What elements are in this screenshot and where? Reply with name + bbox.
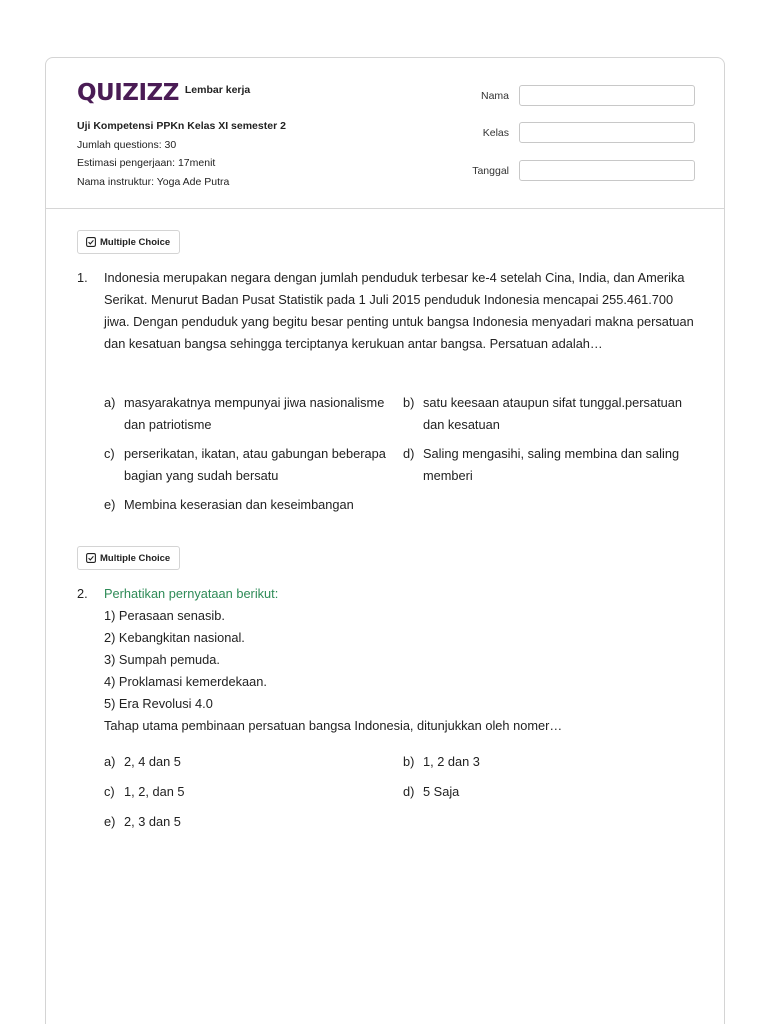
option-letter: e) [104, 497, 116, 512]
question-prompt: Tahap utama pembinaan persatuan bangsa Indonesia, ditunjukkan oleh nomer… [104, 718, 563, 733]
question-type-label: Multiple Choice [100, 552, 171, 564]
worksheet-header [46, 58, 724, 209]
option-text: 1, 2, dan 5 [124, 784, 185, 799]
statement-line: 1) Perasaan senasib. [104, 608, 225, 623]
quizizz-logo: QUIZIZZ [77, 80, 179, 106]
question-count: Jumlah questions: 30 [77, 138, 177, 151]
option-e[interactable] [104, 494, 604, 516]
option-c[interactable] [104, 443, 400, 487]
name-input[interactable] [519, 85, 695, 106]
question-2 [77, 583, 697, 737]
option-letter: d) [403, 446, 415, 461]
question-number: 2. [77, 586, 88, 601]
checkbox-icon [86, 237, 96, 247]
name-field-row [449, 85, 695, 106]
question-text: Indonesia merupakan negara dengan jumlah penduduk terbesar ke-4 setelah Cina, India, dan Amerika Serikat. Menurut Badan Pusat Statistik pada 1 Juli 2015 penduduk Indonesia mencapai 255.461.700 jiwa. Dengan penduduk yang begitu besar penting untuk bangsa Indonesia menyadari makna persatuan dan kesatuan bangsa sehingga terciptanya kerukuan antar bangsa. Persatuan adalah… [104, 270, 694, 351]
date-input[interactable] [519, 160, 695, 181]
worksheet [45, 57, 725, 1024]
option-e[interactable] [104, 811, 400, 833]
option-letter: a) [104, 395, 116, 410]
option-text: Membina keserasian dan keseimbangan [124, 497, 354, 512]
option-text: Saling mengasihi, saling membina dan saling memberi [423, 446, 680, 483]
class-input[interactable] [519, 122, 695, 143]
question-intro: Perhatikan pernyataan berikut: [104, 586, 279, 601]
option-letter: b) [403, 395, 415, 410]
statement-line: 3) Sumpah pemuda. [104, 652, 220, 667]
option-d[interactable] [403, 781, 699, 803]
instructor-name: Nama instruktur: Yoga Ade Putra [77, 175, 230, 188]
date-field-row [449, 160, 695, 181]
date-label: Tanggal [472, 164, 509, 177]
worksheet-meta [77, 117, 286, 191]
option-letter: c) [104, 784, 115, 799]
question-type-badge [77, 230, 180, 254]
option-c[interactable] [104, 781, 400, 803]
statement-line: 5) Era Revolusi 4.0 [104, 696, 213, 711]
option-d[interactable] [403, 443, 699, 487]
class-label: Kelas [482, 126, 509, 139]
class-field-row [449, 122, 695, 143]
worksheet-title: Uji Kompetensi PPKn Kelas XI semester 2 [77, 120, 286, 132]
option-text: 2, 4 dan 5 [124, 754, 181, 769]
option-letter: e) [104, 814, 116, 829]
estimated-time: Estimasi pengerjaan: 17menit [77, 157, 216, 169]
option-text: masyarakatnya mempunyai jiwa nasionalisme dan patriotisme [124, 395, 385, 432]
option-b[interactable] [403, 392, 699, 436]
option-letter: d) [403, 784, 415, 799]
checkbox-icon [86, 553, 96, 563]
question-number: 1. [77, 270, 88, 285]
statement-line: 2) Kebangkitan nasional. [104, 630, 245, 645]
option-letter: a) [104, 754, 116, 769]
question-type-label: Multiple Choice [100, 236, 171, 248]
option-text: 2, 3 dan 5 [124, 814, 181, 829]
question-type-badge [77, 546, 180, 570]
option-b[interactable] [403, 751, 699, 773]
option-a[interactable] [104, 392, 400, 436]
option-letter: b) [403, 754, 415, 769]
question-1 [77, 267, 697, 355]
brand [77, 80, 250, 106]
option-a[interactable] [104, 751, 400, 773]
option-text: perserikatan, ikatan, atau gabungan beberapa bagian yang sudah bersatu [124, 446, 386, 483]
option-text: satu keesaan ataupun sifat tunggal.persatuan dan kesatuan [423, 395, 682, 432]
option-text: 5 Saja [423, 784, 460, 799]
option-text: 1, 2 dan 3 [423, 754, 480, 769]
statement-line: 4) Proklamasi kemerdekaan. [104, 674, 267, 689]
option-letter: c) [104, 446, 115, 461]
name-label: Nama [480, 89, 509, 102]
worksheet-subtitle: Lembar kerja [184, 84, 251, 96]
